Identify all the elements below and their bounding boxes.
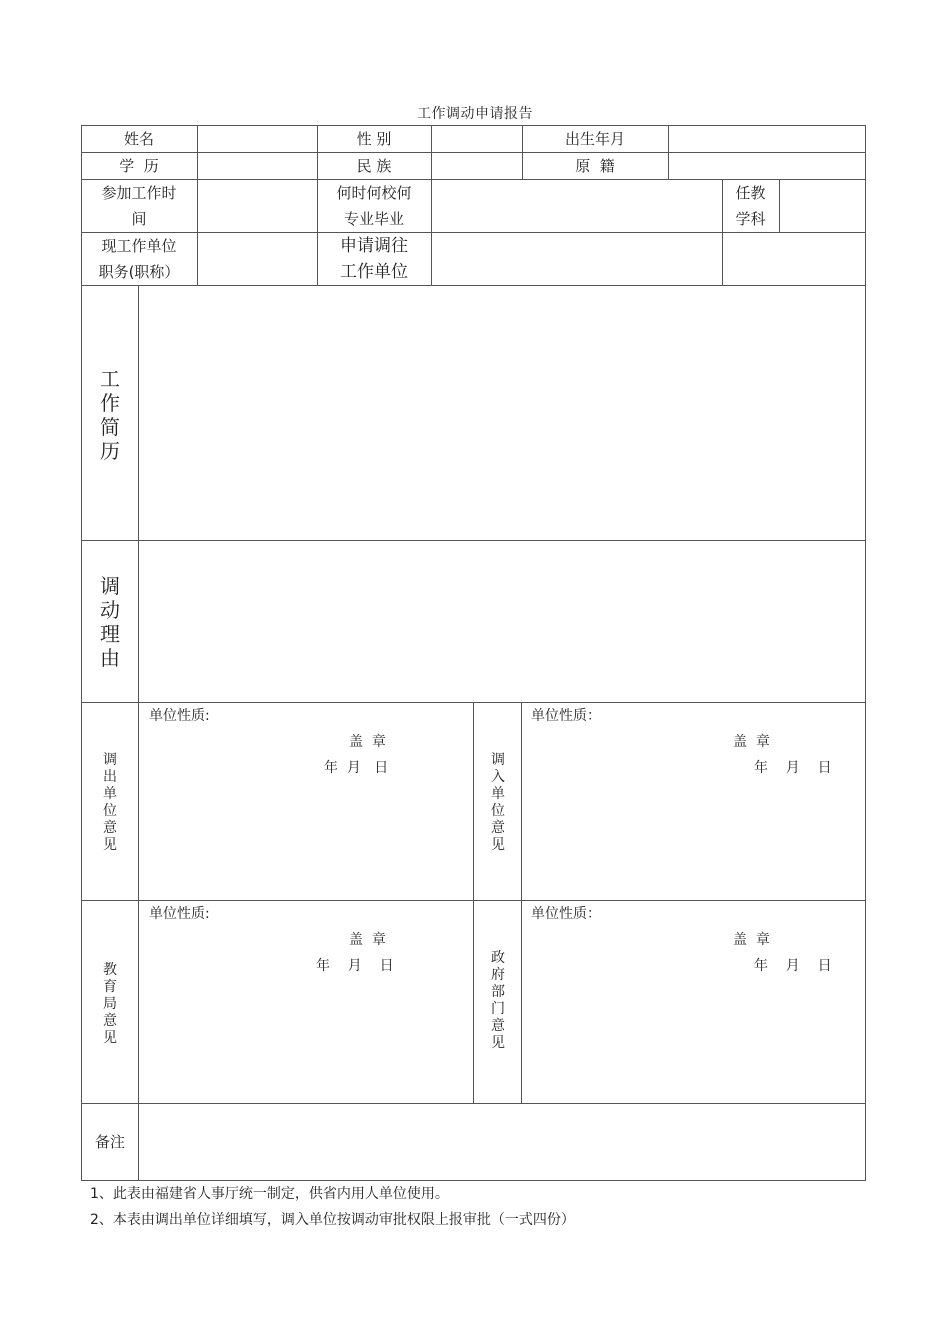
remarks-label: 备注 <box>95 1133 126 1151</box>
resume-label-char: 工 <box>100 367 120 391</box>
out-unit-label-char: 调 <box>103 752 117 768</box>
reason-label <box>82 574 138 670</box>
edu-bureau-label <box>100 962 120 1047</box>
reason-field[interactable] <box>139 541 865 702</box>
origin-field[interactable] <box>669 153 865 179</box>
name-field[interactable] <box>198 126 317 152</box>
in-unit-label-char: 位 <box>491 803 505 819</box>
gov-dept-label-char: 意 <box>491 1018 505 1034</box>
gov-dept-label-char: 府 <box>491 967 505 983</box>
edu-bureau-label-char: 育 <box>103 979 117 995</box>
gender-field[interactable] <box>432 126 522 152</box>
subject-label-2: 学科 <box>735 210 766 228</box>
gov-dept-label <box>488 950 508 1052</box>
target-unit-label-2: 工作单位 <box>340 262 408 282</box>
target-unit-field[interactable] <box>432 233 722 285</box>
target-unit-extra-field[interactable] <box>723 233 865 285</box>
subject-label-1: 任教 <box>735 184 766 202</box>
out-unit-label-char: 单 <box>103 786 117 802</box>
graduation-field[interactable] <box>432 180 722 232</box>
out-unit-label-char: 见 <box>103 837 117 853</box>
edu-bureau-seal: 盖 章 <box>349 932 386 948</box>
resume-label-char: 历 <box>100 439 120 463</box>
in-unit-label-char: 见 <box>491 837 505 853</box>
target-unit-label-1: 申请调往 <box>340 236 408 256</box>
in-unit-nature: 单位性质： <box>531 708 601 724</box>
origin-label: 原 籍 <box>575 157 615 175</box>
ethnicity-label: 民 族 <box>356 157 392 175</box>
birth-field[interactable] <box>669 126 865 152</box>
education-field[interactable] <box>198 153 317 179</box>
education-label: 学 历 <box>119 157 159 175</box>
edu-bureau-label-char: 见 <box>103 1030 117 1046</box>
in-unit-label-char: 单 <box>491 786 505 802</box>
subject-field[interactable] <box>780 180 865 232</box>
out-unit-label <box>100 752 120 854</box>
out-unit-label-char: 位 <box>103 803 117 819</box>
reason-label-char: 理 <box>100 622 120 646</box>
in-unit-label-char: 调 <box>491 752 505 768</box>
gov-dept-label-char: 部 <box>491 984 505 1000</box>
gov-dept-label-char: 政 <box>491 950 505 966</box>
resume-label-char: 作 <box>100 391 120 415</box>
in-unit-label <box>488 752 508 854</box>
border <box>81 1180 866 1181</box>
work-start-field[interactable] <box>198 180 317 232</box>
footnote-1: 1、此表由福建省人事厅统一制定，供省内用人单位使用。 <box>90 1186 449 1202</box>
border <box>473 702 474 1104</box>
ethnicity-field[interactable] <box>432 153 522 179</box>
work-start-label-2: 间 <box>131 210 147 228</box>
resume-label-char: 简 <box>100 415 120 439</box>
edu-bureau-label-char: 教 <box>103 962 117 978</box>
border <box>521 702 522 1104</box>
graduation-label-2: 专业毕业 <box>343 210 404 228</box>
gov-dept-label-char: 见 <box>491 1035 505 1051</box>
in-unit-date: 年 月 日 <box>754 760 832 776</box>
edu-bureau-nature: 单位性质: <box>149 906 210 922</box>
footnote-2: 2、本表由调出单位详细填写，调入单位按调动审批权限上报审批（一式四份） <box>90 1212 575 1228</box>
in-unit-label-char: 入 <box>491 769 505 785</box>
out-unit-seal: 盖 章 <box>349 734 386 750</box>
gov-dept-date: 年 月 日 <box>754 958 832 974</box>
gender-label: 性 别 <box>356 130 392 148</box>
out-unit-date: 年 月 日 <box>324 760 389 776</box>
remarks-field[interactable] <box>139 1104 865 1180</box>
in-unit-label-char: 意 <box>491 820 505 836</box>
edu-bureau-label-char: 意 <box>103 1013 117 1029</box>
form-title: 工作调动申请报告 <box>417 106 533 122</box>
birth-label: 出生年月 <box>564 130 625 148</box>
current-unit-label-1: 现工作单位 <box>101 237 177 255</box>
gov-dept-label-char: 门 <box>491 1001 505 1017</box>
graduation-label-1: 何时何校何 <box>336 184 412 202</box>
out-unit-label-char: 出 <box>103 769 117 785</box>
out-unit-nature: 单位性质: <box>149 708 210 724</box>
reason-label-char: 动 <box>100 598 120 622</box>
edu-bureau-label-char: 局 <box>103 996 117 1012</box>
work-start-label-1: 参加工作时 <box>101 184 177 202</box>
reason-label-char: 由 <box>100 646 120 670</box>
gov-dept-nature: 单位性质： <box>531 906 601 922</box>
edu-bureau-date: 年 月 日 <box>316 958 394 974</box>
resume-label <box>82 367 138 463</box>
current-unit-label-2: 职务(职称） <box>98 263 180 281</box>
resume-field[interactable] <box>139 286 865 540</box>
reason-label-char: 调 <box>100 574 120 598</box>
out-unit-label-char: 意 <box>103 820 117 836</box>
current-unit-field[interactable] <box>198 233 317 285</box>
name-label: 姓名 <box>123 130 154 148</box>
border <box>865 125 866 1181</box>
gov-dept-seal: 盖 章 <box>733 932 770 948</box>
in-unit-seal: 盖 章 <box>733 734 770 750</box>
